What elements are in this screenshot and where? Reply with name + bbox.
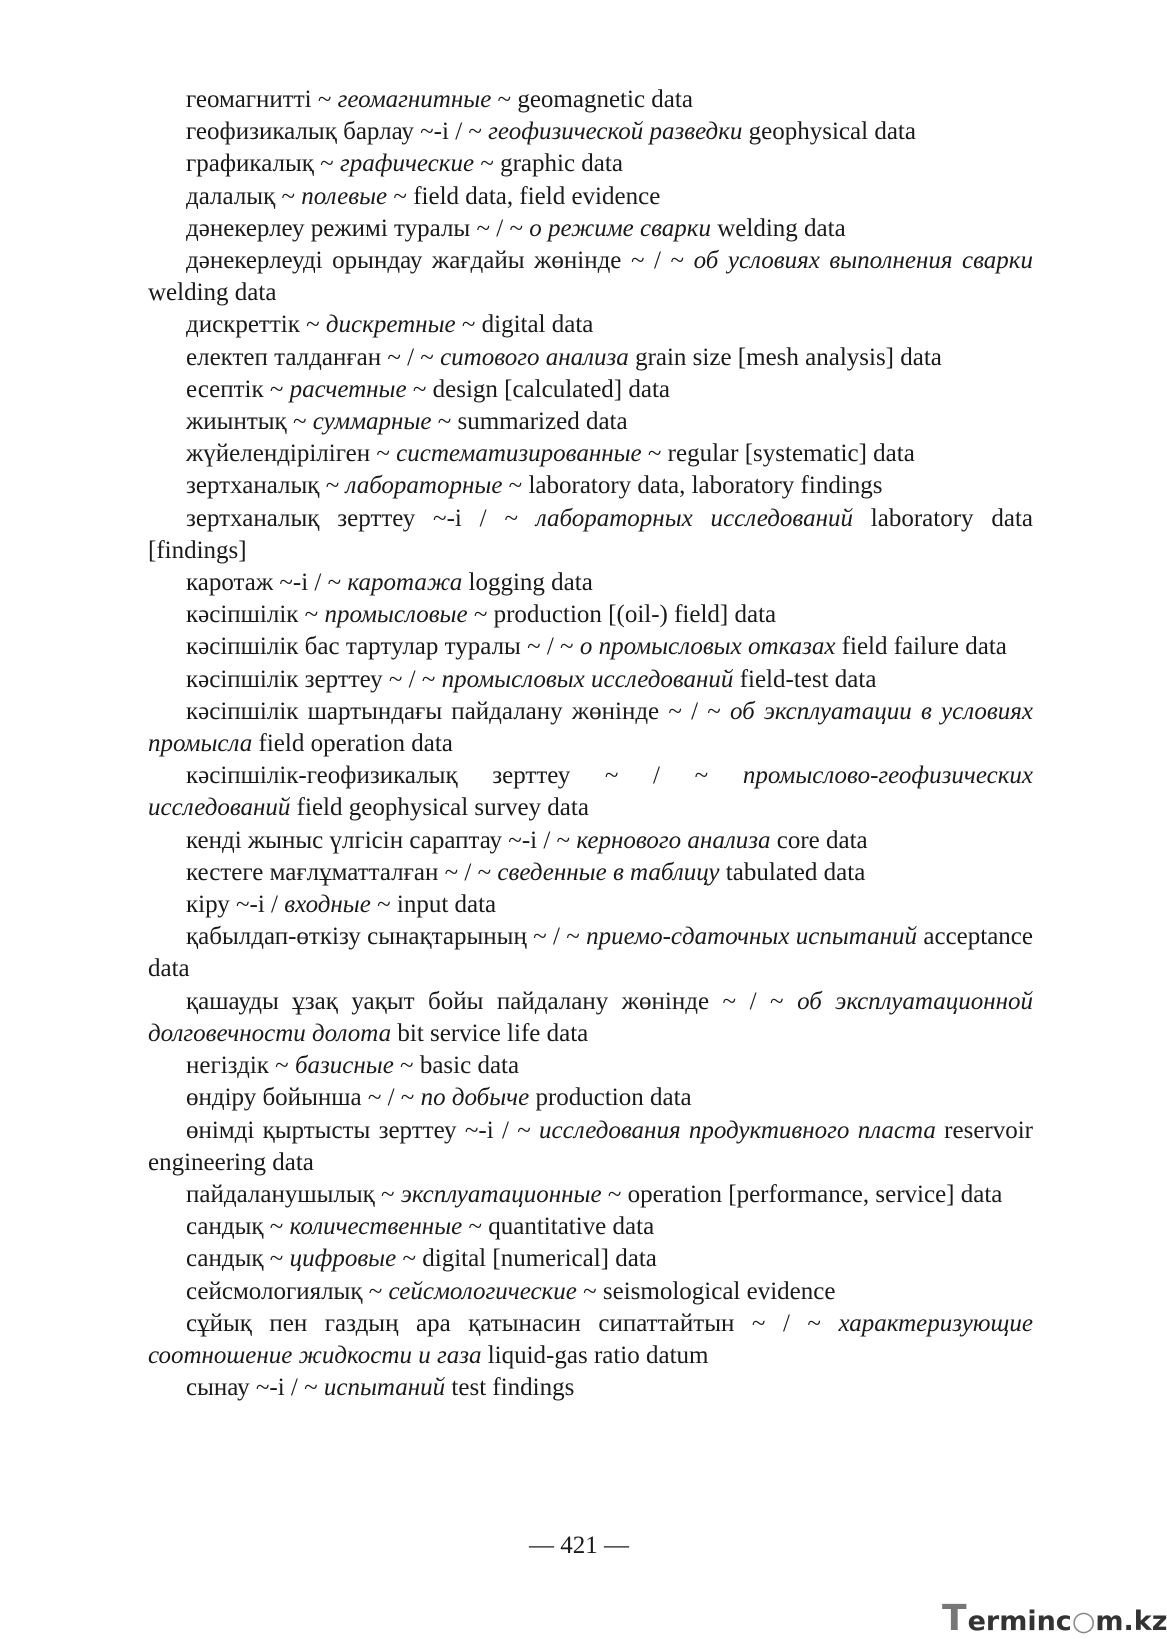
dictionary-entry: сандық ~ цифровые ~ digital [numerical] data bbox=[186, 1245, 657, 1273]
termincom-logo: Terminc○m.kz bbox=[942, 1598, 1167, 1639]
dictionary-entry: қашауды ұзақ уақыт бойы пайдалану жөнiнде ~ / ~ об эксплуатационной долговечности долота bit service life data bbox=[148, 987, 1034, 1047]
dictionary-entry: жүйелендiрiлiген ~ систематизированные ~ regular [systematic] data bbox=[186, 440, 915, 468]
dictionary-entry: жиынтық ~ суммарные ~ summarized data bbox=[186, 408, 628, 436]
page-number: — 421 — bbox=[529, 1532, 629, 1559]
dictionary-entry: кәсiпшiлiк зерттеу ~ / ~ промысловых исследований field-test data bbox=[186, 665, 877, 693]
dictionary-entry: кендi жыныс үлгiсiн сараптау ~-i / ~ кернового анализа core data bbox=[186, 826, 868, 854]
dictionary-entry: өндiру бойынша ~ / ~ по добыче production data bbox=[186, 1084, 692, 1112]
dictionary-entry: кәсiпшiлiк бас тартулар туралы ~ / ~ о промысловых отказах field failure data bbox=[186, 633, 1007, 661]
dictionary-entry: пайдаланушылық ~ эксплуатационные ~ operation [performance, service] data bbox=[186, 1180, 1003, 1208]
dictionary-entry: графикалық ~ графические ~ graphic data bbox=[186, 150, 623, 178]
dictionary-entry: өнiмдi қыртысты зерттеу ~-i / ~ исследования продуктивного пласта reservoir engineering data bbox=[148, 1116, 1034, 1176]
dictionary-entry: зертханалық зерттеу ~-i / ~ лабораторных исследований laboratory data [findings] bbox=[148, 504, 1034, 564]
dictionary-entry: геофизикалық барлау ~-i / ~ геофизической разведки geophysical data bbox=[186, 118, 916, 146]
dictionary-page bbox=[148, 84, 1033, 1404]
dictionary-entry: кестеге мағлұматталған ~ / ~ сведенные в таблицу tabulated data bbox=[186, 858, 866, 886]
dictionary-entry: сандық ~ количественные ~ quantitative data bbox=[186, 1213, 655, 1241]
dictionary-entry: електеп талданған ~ / ~ ситового анализа grain size [mesh analysis] data bbox=[186, 343, 942, 371]
dictionary-entry: сұйық пен газдың ара қатынасин сипаттайтын ~ / ~ характеризующие соотношение жидкости и газа liquid-gas ratio datum bbox=[148, 1309, 1033, 1369]
dictionary-entry: сынау ~-i / ~ испытаний test findings bbox=[186, 1374, 575, 1402]
dictionary-entry: сейсмологиялық ~ сейсмологические ~ seismological evidence bbox=[186, 1277, 836, 1305]
dictionary-entry: негiздiк ~ базисные ~ basic data bbox=[186, 1052, 520, 1080]
logo-t-letter: T bbox=[942, 1598, 967, 1639]
dictionary-entry: далалық ~ полевые ~ field data, field evidence bbox=[186, 182, 661, 210]
dictionary-entry: каротаж ~-i / ~ каротажа logging data bbox=[186, 569, 593, 597]
dictionary-entry: кәсiпшiлiк-геофизикалық зерттеу ~ / ~ промыслово-геофизических исследований field geophysical survey data bbox=[148, 762, 1033, 822]
dictionary-entry: кiру ~-i / входные ~ input data bbox=[186, 891, 497, 919]
dictionary-entry: кәсiпшiлiк шартындағы пайдалану жөнiнде ~ / ~ об эксплуатации в условиях промысла field operation data bbox=[148, 697, 1034, 758]
dictionary-entry: геомагниттi ~ геомагнитные ~ geomagnetic data bbox=[186, 86, 693, 113]
dictionary-entry: дәнекерлеу режимi туралы ~ / ~ о режиме сварки welding data bbox=[186, 214, 846, 242]
dictionary-entry: есептiк ~ расчетные ~ design [calculated] data bbox=[186, 375, 670, 403]
dictionary-entry: дискреттiк ~ дискретные ~ digital data bbox=[186, 311, 594, 339]
dictionary-entry: қабылдап-өткiзу сынақтарының ~ / ~ приемо-сдаточных испытаний acceptance data bbox=[148, 923, 1033, 983]
dictionary-entry: дәнекерлеудi орындау жағдайы жөнiнде ~ / ~ об условиях выполнения сварки welding data bbox=[148, 247, 1033, 307]
dictionary-entry: зертханалық ~ лабораторные ~ laboratory data, laboratory findings bbox=[186, 472, 883, 500]
dictionary-entry: кәсiпшiлiк ~ промысловые ~ production [(oil-) field] data bbox=[186, 601, 777, 629]
